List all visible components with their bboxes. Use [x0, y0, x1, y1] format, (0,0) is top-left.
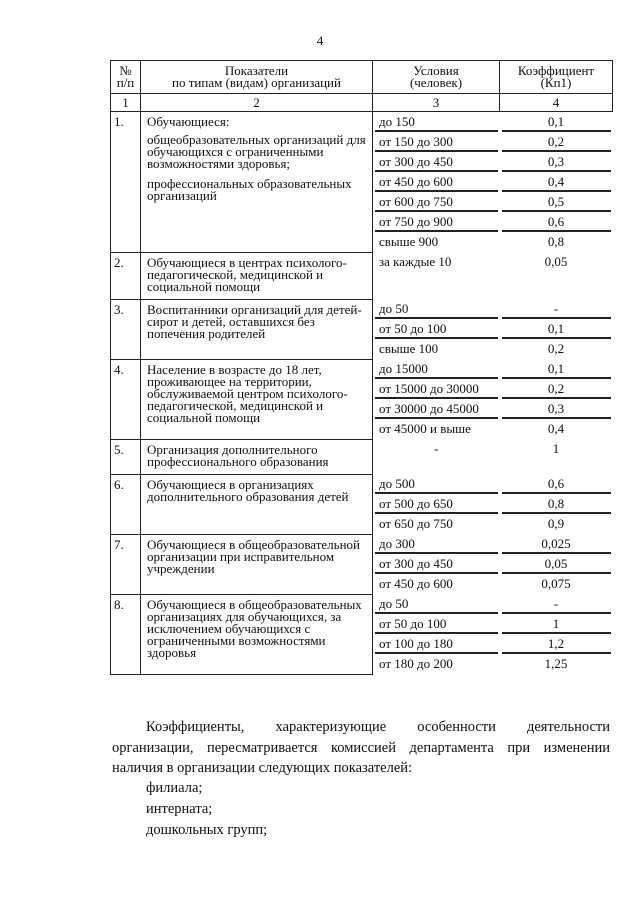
- table-row: [111, 439, 613, 474]
- conditions-cell: [373, 299, 500, 359]
- indicator-cell: [141, 474, 373, 534]
- condition-value: от 180 до 200: [379, 656, 453, 671]
- coefficient-value: 0,3: [502, 152, 611, 172]
- col-number: 2: [141, 94, 373, 112]
- conditions-cell: [373, 594, 500, 674]
- coefficient-value: 0,6: [502, 474, 611, 494]
- coefficient-value: 1,25: [544, 656, 568, 671]
- row-number: 2.: [111, 252, 141, 299]
- coefficient-value: 0,1: [502, 112, 611, 132]
- conditions-cell: [373, 534, 500, 594]
- list-item: филиала;: [146, 780, 203, 796]
- table-row: [111, 359, 613, 439]
- col-number: 3: [373, 94, 500, 112]
- row-number: 8.: [111, 594, 141, 674]
- condition-value: от 100 до 180: [375, 634, 498, 654]
- condition-value: от 650 до 750: [379, 516, 453, 531]
- table-row: [111, 594, 613, 674]
- indicator-line: общеобразовательных организаций для обучающихся с ограниченными возможностями здоровья;: [147, 132, 366, 171]
- row-number: 3.: [111, 299, 141, 359]
- condition-value: от 450 до 600: [379, 576, 453, 591]
- indicator-list: [146, 778, 267, 841]
- header-coefficient: Коэффициент (Кп1): [500, 61, 613, 94]
- indicator-cell: [141, 252, 373, 299]
- row-number: 6.: [111, 474, 141, 534]
- indicator-title: Население в возрасте до 18 лет, проживающее на территории, обслуживаемой центром психолого-педагогической, медицинской и социальной помощи: [147, 361, 348, 425]
- indicator-cell: [141, 112, 373, 253]
- indicator-title: Обучающиеся в организациях дополнительного образования детей: [147, 476, 349, 504]
- coefficient-value: 0,1: [502, 319, 611, 339]
- header-conditions: Условия (человек): [373, 61, 500, 94]
- coefficient-cell: [500, 594, 613, 674]
- condition-value: от 50 до 100: [375, 614, 498, 634]
- indicator-title: Обучающиеся:: [147, 114, 230, 129]
- indicator-title: Воспитанники организаций для детей-сирот и детей, оставшихся без попечения родителей: [147, 301, 362, 341]
- indicator-cell: [141, 534, 373, 594]
- condition-value: от 45000 и выше: [379, 421, 471, 436]
- row-number: 4.: [111, 359, 141, 439]
- row-number: 7.: [111, 534, 141, 594]
- body-paragraph: Коэффициенты, характеризующие особенности деятельности организации, пересматривается комиссией департамента при изменении наличия в организации следующих показателей:: [112, 719, 610, 776]
- coefficient-value: 0,2: [502, 379, 611, 399]
- coefficient-value: 1: [502, 614, 611, 634]
- condition-value: от 600 до 750: [375, 192, 498, 212]
- condition-value: до 50: [375, 299, 498, 319]
- conditions-cell: [373, 252, 500, 299]
- coefficient-value: -: [502, 299, 611, 319]
- coefficient-value: -: [502, 594, 611, 614]
- header-num: № п/п: [111, 61, 141, 94]
- coefficient-value: 0,9: [547, 516, 565, 531]
- condition-value: от 300 до 450: [375, 554, 498, 574]
- coefficient-value: 0,2: [502, 132, 611, 152]
- condition-value: свыше 900: [379, 234, 439, 249]
- conditions-cell: [373, 112, 500, 253]
- page-number: 4: [316, 33, 324, 48]
- coefficient-value: 0,8: [547, 234, 565, 249]
- coefficient-cell: [500, 359, 613, 439]
- coefficient-value: 0,05: [502, 554, 611, 574]
- coefficient-value: 0,025: [502, 534, 611, 554]
- conditions-cell: [373, 439, 500, 474]
- coefficient-cell: [500, 252, 613, 299]
- coefficient-value: 0,2: [547, 341, 565, 356]
- coefficient-value: 0,3: [502, 399, 611, 419]
- indicator-line: профессиональных образовательных организаций: [147, 176, 352, 203]
- conditions-cell: [373, 359, 500, 439]
- condition-value: до 50: [375, 594, 498, 614]
- coefficient-value: 0,4: [502, 172, 611, 192]
- table-body: [111, 112, 613, 675]
- condition-value: от 150 до 300: [375, 132, 498, 152]
- header-indicator: Показатели по типам (видам) организаций: [141, 61, 373, 94]
- list-item: дошкольных групп;: [146, 822, 268, 838]
- coefficient-cell: [500, 474, 613, 534]
- condition-value: от 500 до 650: [375, 494, 498, 514]
- table-row: [111, 252, 613, 299]
- col-number: 4: [500, 94, 613, 112]
- condition-value: до 150: [375, 112, 498, 132]
- coefficient-value: 0,05: [544, 254, 568, 269]
- coefficient-value: 0,6: [502, 212, 611, 232]
- indicator-cell: [141, 439, 373, 474]
- condition-value: до 300: [375, 534, 498, 554]
- coefficients-table: [110, 60, 613, 675]
- indicator-title: Обучающиеся в общеобразовательной организации при исправительном учреждении: [147, 536, 360, 576]
- condition-value: до 500: [375, 474, 498, 494]
- condition-value: -: [434, 441, 439, 456]
- table-row: [111, 534, 613, 594]
- table-row: [111, 299, 613, 359]
- indicator-cell: [141, 359, 373, 439]
- condition-value: за каждые 10: [379, 254, 452, 269]
- condition-value: от 750 до 900: [375, 212, 498, 232]
- coefficient-cell: [500, 299, 613, 359]
- table-row: [111, 112, 613, 253]
- condition-value: от 15000 до 30000: [375, 379, 498, 399]
- row-number: 5.: [111, 439, 141, 474]
- condition-value: от 30000 до 45000: [375, 399, 498, 419]
- table-row: [111, 474, 613, 534]
- coefficient-value: 1: [552, 441, 560, 456]
- coefficient-value: 0,5: [502, 192, 611, 212]
- coefficient-cell: [500, 439, 613, 474]
- condition-value: от 450 до 600: [375, 172, 498, 192]
- condition-value: от 300 до 450: [375, 152, 498, 172]
- coefficient-value: 0,1: [502, 359, 611, 379]
- coefficient-value: 0,8: [502, 494, 611, 514]
- coefficient-value: 0,075: [541, 576, 571, 591]
- coefficient-value: 0,4: [547, 421, 565, 436]
- list-item: интерната;: [146, 801, 213, 817]
- indicator-title: Обучающиеся в общеобразовательных организациях для обучающихся, за исключением обучающихся с ограниченными возможностями здоровья: [147, 596, 362, 660]
- indicator-title: Организация дополнительного профессионального образования: [147, 441, 329, 469]
- coefficient-value: 1,2: [502, 634, 611, 654]
- condition-value: свыше 100: [379, 341, 439, 356]
- condition-value: от 50 до 100: [375, 319, 498, 339]
- indicator-cell: [141, 299, 373, 359]
- coefficient-cell: [500, 534, 613, 594]
- coefficient-cell: [500, 112, 613, 253]
- col-number: 1: [111, 94, 141, 112]
- conditions-cell: [373, 474, 500, 534]
- row-number: 1.: [111, 112, 141, 253]
- indicator-cell: [141, 594, 373, 674]
- indicator-title: Обучающиеся в центрах психолого-педагогической, медицинской и социальной помощи: [147, 254, 347, 294]
- condition-value: до 15000: [375, 359, 498, 379]
